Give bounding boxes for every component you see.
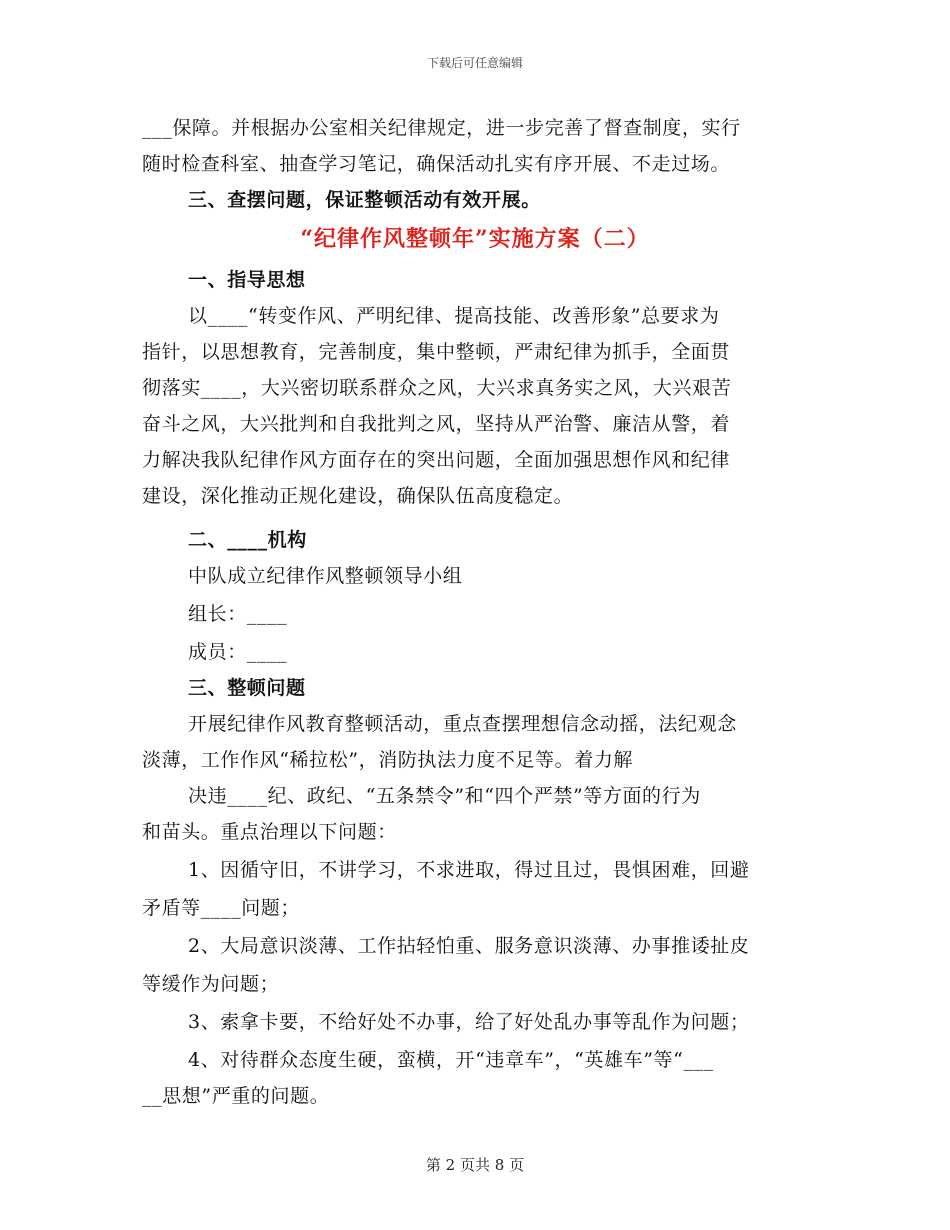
header-note: 下载后可任意编辑 — [426, 56, 523, 70]
body-line: 开展纪律作风教育整顿活动，重点查摆理想信念动摇，法纪观念 — [188, 713, 737, 735]
section-heading-1: 一、指导思想 — [188, 269, 306, 291]
body-line: 以____“转变作风、严明纪律、提高技能、改善形象”总要求为 — [188, 305, 720, 327]
list-item: 1、因循守旧，不讲学习，不求进取，得过且过，畏惧困难，回避 — [188, 859, 750, 881]
list-item: 4、对待群众态度生硬，蛮横，开“违章车”，“英雄车”等“___ — [188, 1049, 714, 1071]
document-title: “纪律作风整顿年”实施方案（二） — [300, 226, 650, 252]
body-line: 决违____纪、政纪、“五条禁令”和“四个严禁”等方面的行为 — [188, 785, 701, 807]
list-item-continuation: 矛盾等____问题； — [142, 897, 301, 919]
list-item: 2、大局意识淡薄、工作拈轻怕重、服务意识淡薄、办事推诿扯皮 — [188, 935, 750, 957]
body-line: 随时检查科室、抽查学习笔记，确保活动扎实有序开展、不走过场。 — [142, 153, 731, 175]
section-heading-2: 二、____机构 — [188, 529, 307, 551]
page-number: 第 2 页共 8 页 — [425, 1156, 525, 1174]
list-item: 3、索拿卡要，不给好处不办事，给了好处乱办事等乱作为问题； — [188, 1011, 750, 1033]
list-item-continuation: __思想”严重的问题。 — [142, 1085, 330, 1107]
body-line: 指针，以思想教育，完善制度，集中整顿，严肃纪律为抓手，全面贯 — [142, 341, 731, 363]
body-line: 力解决我队纪律作风方面存在的突出问题，全面加强思想作风和纪律 — [142, 449, 731, 471]
body-line: 组长：____ — [188, 603, 288, 625]
body-line: 奋斗之风，大兴批判和自我批判之风，坚持从严治警、廉洁从警，着 — [142, 413, 731, 435]
body-line: 建设，深化推动正规化建设，确保队伍高度稳定。 — [142, 485, 574, 507]
section-heading: 三、查摆问题，保证整顿活动有效开展。 — [188, 189, 541, 211]
body-line: ___保障。并根据办公室相关纪律规定，进一步完善了督查制度，实行 — [142, 117, 741, 139]
body-line: 彻落实____，大兴密切联系群众之风，大兴求真务实之风，大兴艰苦 — [142, 377, 732, 399]
body-line: 淡薄，工作作风“稀拉松”，消防执法力度不足等。着力解 — [142, 749, 634, 771]
body-line: 成员：____ — [188, 641, 288, 663]
body-line: 中队成立纪律作风整顿领导小组 — [188, 565, 463, 587]
list-item-continuation: 等缓作为问题； — [142, 973, 280, 995]
body-line: 和苗头。重点治理以下问题： — [142, 821, 397, 843]
section-heading-3: 三、整顿问题 — [188, 677, 306, 699]
